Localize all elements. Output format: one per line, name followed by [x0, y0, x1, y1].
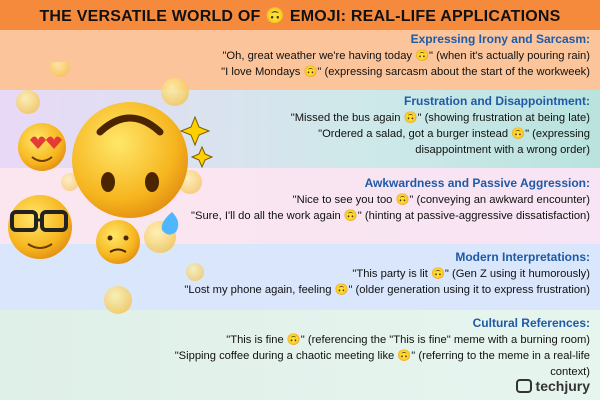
- section-modern: [150, 250, 590, 298]
- section-frustration: [150, 94, 590, 158]
- section-line: "Ordered a salad, got a burger instead 🙃" (expressing: [318, 128, 590, 140]
- section-line: disappointment with a wrong order): [415, 144, 590, 156]
- section-line: "This party is lit 🙃" (Gen Z using it humorously): [352, 268, 590, 280]
- section-line: "Nice to see you too 🙃" (conveying an awkward encounter): [292, 194, 590, 206]
- section-heading: Expressing Irony and Sarcasm:: [410, 32, 590, 46]
- section-awkwardness: [150, 176, 590, 224]
- section-line: "Lost my phone again, feeling 🙃" (older generation using it to express frustration): [184, 284, 590, 296]
- section-irony: [150, 32, 590, 80]
- section-cultural: [150, 316, 590, 380]
- chat-bubble-icon: [516, 379, 532, 393]
- section-heading: Frustration and Disappointment:: [404, 94, 590, 108]
- section-heading: Cultural References:: [472, 316, 590, 330]
- page-title: THE VERSATILE WORLD OF 🙃 EMOJI: REAL-LIFE APPLICATIONS: [39, 8, 561, 25]
- section-heading: Modern Interpretations:: [455, 250, 590, 264]
- section-heading: Awkwardness and Passive Aggression:: [364, 176, 590, 190]
- section-line: "I love Mondays 🙃" (expressing sarcasm about the start of the workweek): [221, 66, 590, 78]
- section-line: "This is fine 🙃" (referencing the "This is fine" meme with a burning room): [226, 334, 590, 346]
- section-line: "Sipping coffee during a chaotic meeting like 🙃" (referring to the meme in a real-life context): [174, 350, 590, 378]
- logo-text: techjury: [535, 378, 590, 394]
- section-line: "Sure, I'll do all the work again 🙃" (hinting at passive-aggressive dissatisfaction): [191, 210, 590, 222]
- section-line: "Oh, great weather we're having today 🙃" (when it's actually pouring rain): [222, 50, 590, 62]
- techjury-logo: [516, 378, 590, 394]
- section-line: "Missed the bus again 🙃" (showing frustration at being late): [290, 112, 590, 124]
